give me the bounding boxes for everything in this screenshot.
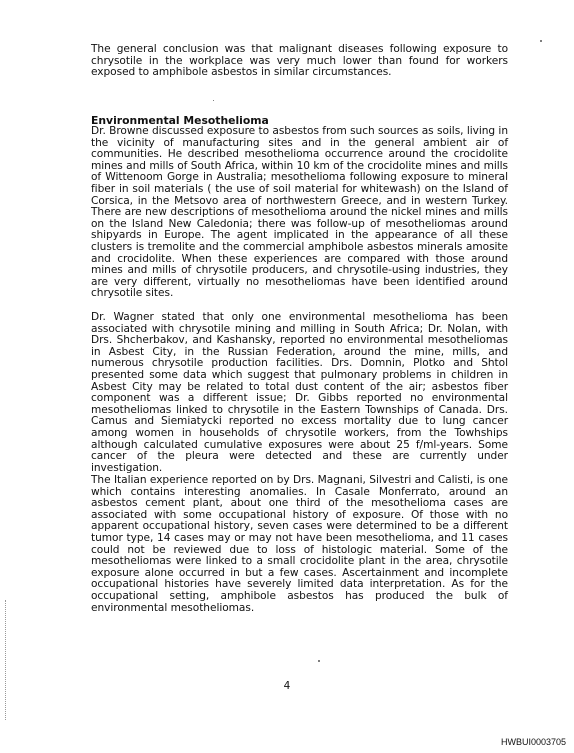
- paragraph-browne: Dr. Browne discussed exposure to asbestos from such sources as soils, living in the vicinity of manufacturing sites and in the general ambient air of communities. He described mesothelioma occurrence around the crocidolite mines and mills of South Africa, within 10 km of the crocidolite mines and mills of Wittenoom Gorge in Australia; mesothelioma following exposure to mineral fiber in soil materials ( the use of soil material for whitewash) on the Island of Corsica, in the Metsovo area of northwestern Greece, and in western Turkey. There are new descriptions of mesothelioma around the nickel mines and mills on the Island New Caledonia; there was follow-up of mesotheliomas around shipyards in Europe. The agent implicated in the appearance of all these clusters is tremolite and the commercial amphibole asbestos minerals amosite and crocidolite. When these experiences are compared with those around mines and mills of chrysotile producers, and chrysotile-using industries, they are very different, virtually no mesotheliomas have been identified around chrysotile sites.: [91, 125, 508, 300]
- scan-speck: [540, 40, 542, 42]
- scan-speck: [213, 100, 214, 101]
- paragraph-conclusion: The general conclusion was that malignant diseases following exposure to chrysotile in the workplace was very much lower than found for workers exposed to amphibole asbestos in similar circumstances.: [91, 43, 508, 79]
- scan-edge-mark: [5, 600, 7, 720]
- page-number: 4: [283, 680, 291, 692]
- bates-stamp: HWBUI0003705: [500, 737, 566, 747]
- scan-speck: [318, 660, 320, 662]
- section-heading: Environmental Mesothelioma: [91, 114, 269, 127]
- paragraph-italian: The Italian experience reported on by Drs. Magnani, Silvestri and Calisti, is one which contains interesting anomalies. In Casale Monferrato, around an asbestos cement plant, about one third of the mesothelioma cases are associated with some occupational history of exposure. Of those with no apparent occupational history, seven cases were determined to be a different tumor type, 14 cases may or may not have been mesothelioma, and 11 cases could not be reviewed due to loss of histologic material. Some of the mesotheliomas were linked to a small crocidolite plant in the area, chrysotile exposure alone occurred in but a few cases. Ascertainment and incomplete occupational histories have severely limited data interpretation. As for the occupational setting, amphibole asbestos has produced the bulk of environmental mesotheliomas.: [91, 474, 508, 614]
- paragraph-wagner: Dr. Wagner stated that only one environmental mesothelioma has been associated with chrysotile mining and milling in South Africa; Dr. Nolan, with Drs. Shcherbakov, and Kashansky, reported no environmental mesotheliomas in Asbest City, in the Russian Federation, around the mine, mills, and numerous chrysotile production facilities. Drs. Domnin, Plotko and Shtol presented some data which suggest that pulmonary problems in children in Asbest City may be related to total dust content of the air; asbestos fiber component was a different issue; Dr. Gibbs reported no environmental mesotheliomas linked to chrysotile in the Eastern Townships of Canada. Drs. Camus and Siemiatycki reported no excess mortality due to lung cancer among women in households of chrysotile workers, from the Towhships although calculated cumulative exposures were about 25 f/ml-years. Some cancer of the pleura were detected and these are currently under investigation.: [91, 311, 508, 474]
